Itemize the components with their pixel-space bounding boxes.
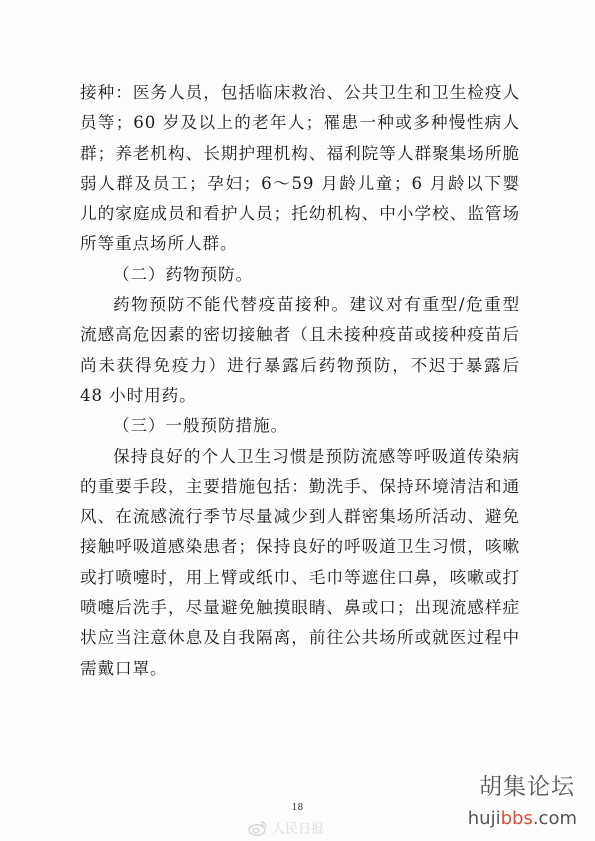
paragraph-drug-prevention: 药物预防不能代替疫苗接种。建议对有重型/危重型流感高危因素的密切接触者（且未接种疫苗或接种疫苗后尚未获得免疫力）进行暴露后药物预防，不迟于暴露后 48 小时用药。	[80, 295, 520, 405]
paragraph-vaccination-target-groups: 接种：医务人员，包括临床救治、公共卫生和卫生检疫人员等；60 岁及以上的老年人；罹患一种或多种慢性病人群；养老机构、长期护理机构、福利院等人群聚集场所脆弱人群及员工；孕妇；6～59 月龄儿童；6 月龄以下婴儿的家庭成员和看护人员；托幼机构、中小学校、监管场所等重点场所人群。	[80, 83, 520, 254]
weibo-logo-icon	[248, 820, 268, 836]
paragraph-general-prevention: 保持良好的个人卫生习惯是预防流感等呼吸道传染病的重要手段，主要措施包括：勤洗手、保持环境清洁和通风、在流感流行季节尽量减少到人群密集场所活动、避免接触呼吸道感染患者；保持良好的呼吸道卫生习惯，咳嗽或打喷嚏时，用上臂或纸巾、毛巾等遮住口鼻，咳嗽或打喷嚏后洗手，尽量避免触摸眼睛、鼻或口；出现流感样症状应当注意休息及自我隔离，前往公共场所或就医过程中需戴口罩。	[80, 446, 520, 678]
heading-general-prevention: （三）一般预防措施。	[113, 416, 288, 436]
site-url-suffix: .com	[532, 808, 577, 829]
site-watermark-title: 胡集论坛	[479, 774, 575, 800]
weibo-watermark	[248, 818, 324, 837]
page-number: 18	[291, 803, 304, 813]
site-watermark	[467, 768, 581, 834]
site-url-accent: bbs	[500, 808, 533, 829]
document-body	[80, 78, 520, 684]
heading-drug-prevention: （二）药物预防。	[113, 264, 253, 284]
site-watermark-url	[468, 808, 577, 829]
site-url-prefix: huji	[467, 808, 501, 829]
weibo-watermark-text: 人民日报	[272, 822, 325, 837]
